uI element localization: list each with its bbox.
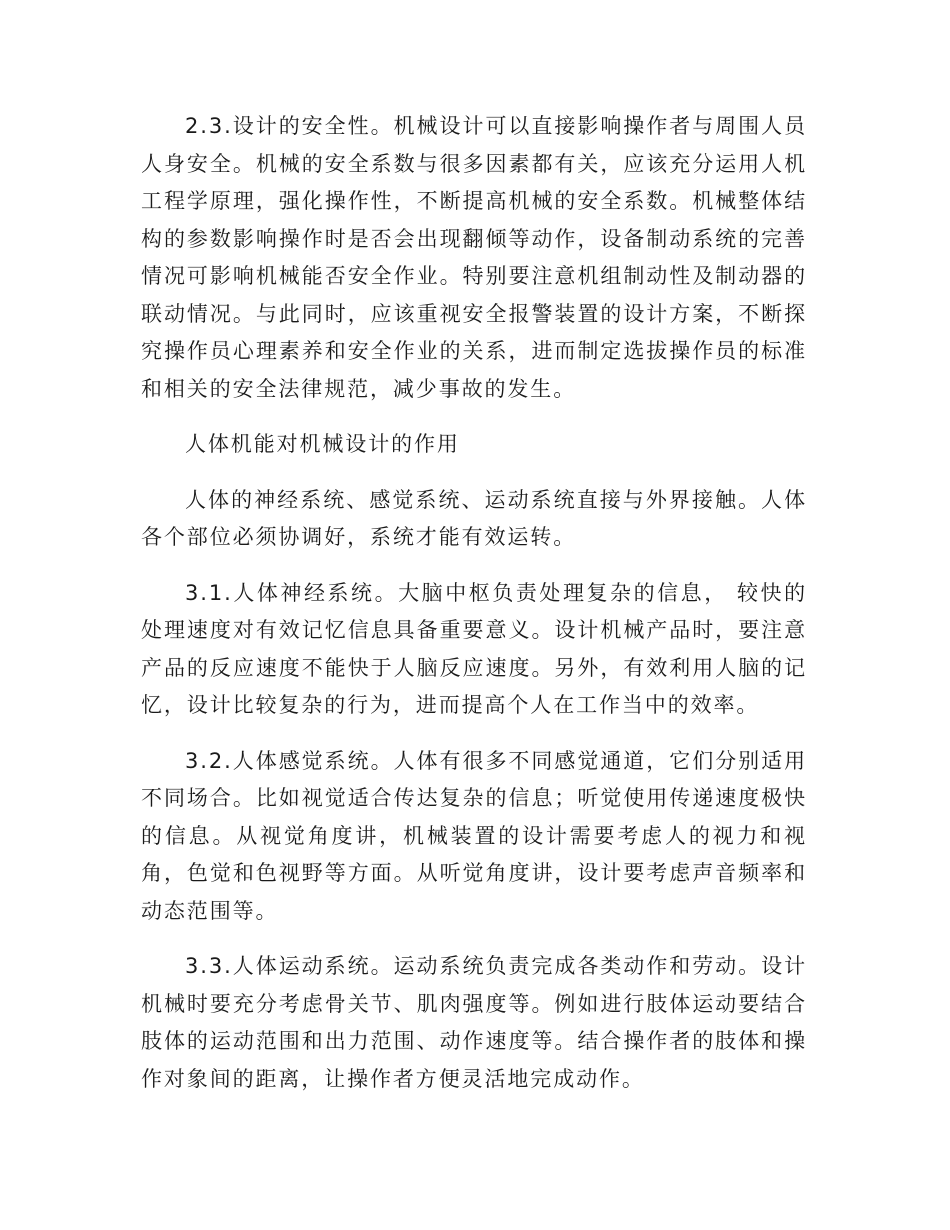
paragraph-nervous-system: 3.1.人体神经系统。大脑中枢负责处理复杂的信息， 较快的处理速度对有效记忆信息具备重要意义。设计机械产品时，要注意产品的反应速度不能快于人脑反应速度。另外，有效利用人脑的记忆，设计比较复杂的行为，进而提高个人在工作当中的效率。 bbox=[141, 580, 807, 717]
paragraph-human-systems-intro: 人体的神经系统、感觉系统、运动系统直接与外界接触。人体各个部位必须协调好，系统才能有效运转。 bbox=[141, 487, 807, 549]
paragraph-motor-system: 3.3.人体运动系统。运动系统负责完成各类动作和劳动。设计机械时要充分考虑骨关节、肌肉强度等。例如进行肢体运动要结合肢体的运动范围和出力范围、动作速度等。结合操作者的肢体和操作对象间的距离，让操作者方便灵活地完成动作。 bbox=[141, 954, 807, 1091]
section-heading: 人体机能对机械设计的作用 bbox=[185, 432, 460, 456]
paragraph-design-safety: 2.3.设计的安全性。机械设计可以直接影响操作者与周围人员人身安全。机械的安全系数与很多因素都有关，应该充分运用人机工程学原理，强化操作性，不断提高机械的安全系数。机械整体结构的参数影响操作时是否会出现翻倾等动作，设备制动系统的完善情况可影响机械能否安全作业。特别要注意机组制动性及制动器的联动情况。与此同时，应该重视安全报警装置的设计方案，不断探究操作员心理素养和安全作业的关系，进而制定选拔操作员的标准和相关的安全法律规范，减少事故的发生。 bbox=[141, 114, 807, 401]
document-body bbox=[141, 108, 807, 1098]
paragraph-sensory-system: 3.2.人体感觉系统。人体有很多不同感觉通道，它们分别适用不同场合。比如视觉适合传达复杂的信息；听觉使用传递速度极快的信息。从视觉角度讲，机械装置的设计需要考虑人的视力和视角，色觉和色视野等方面。从听觉角度讲，设计要考虑声音频率和动态范围等。 bbox=[141, 748, 807, 923]
